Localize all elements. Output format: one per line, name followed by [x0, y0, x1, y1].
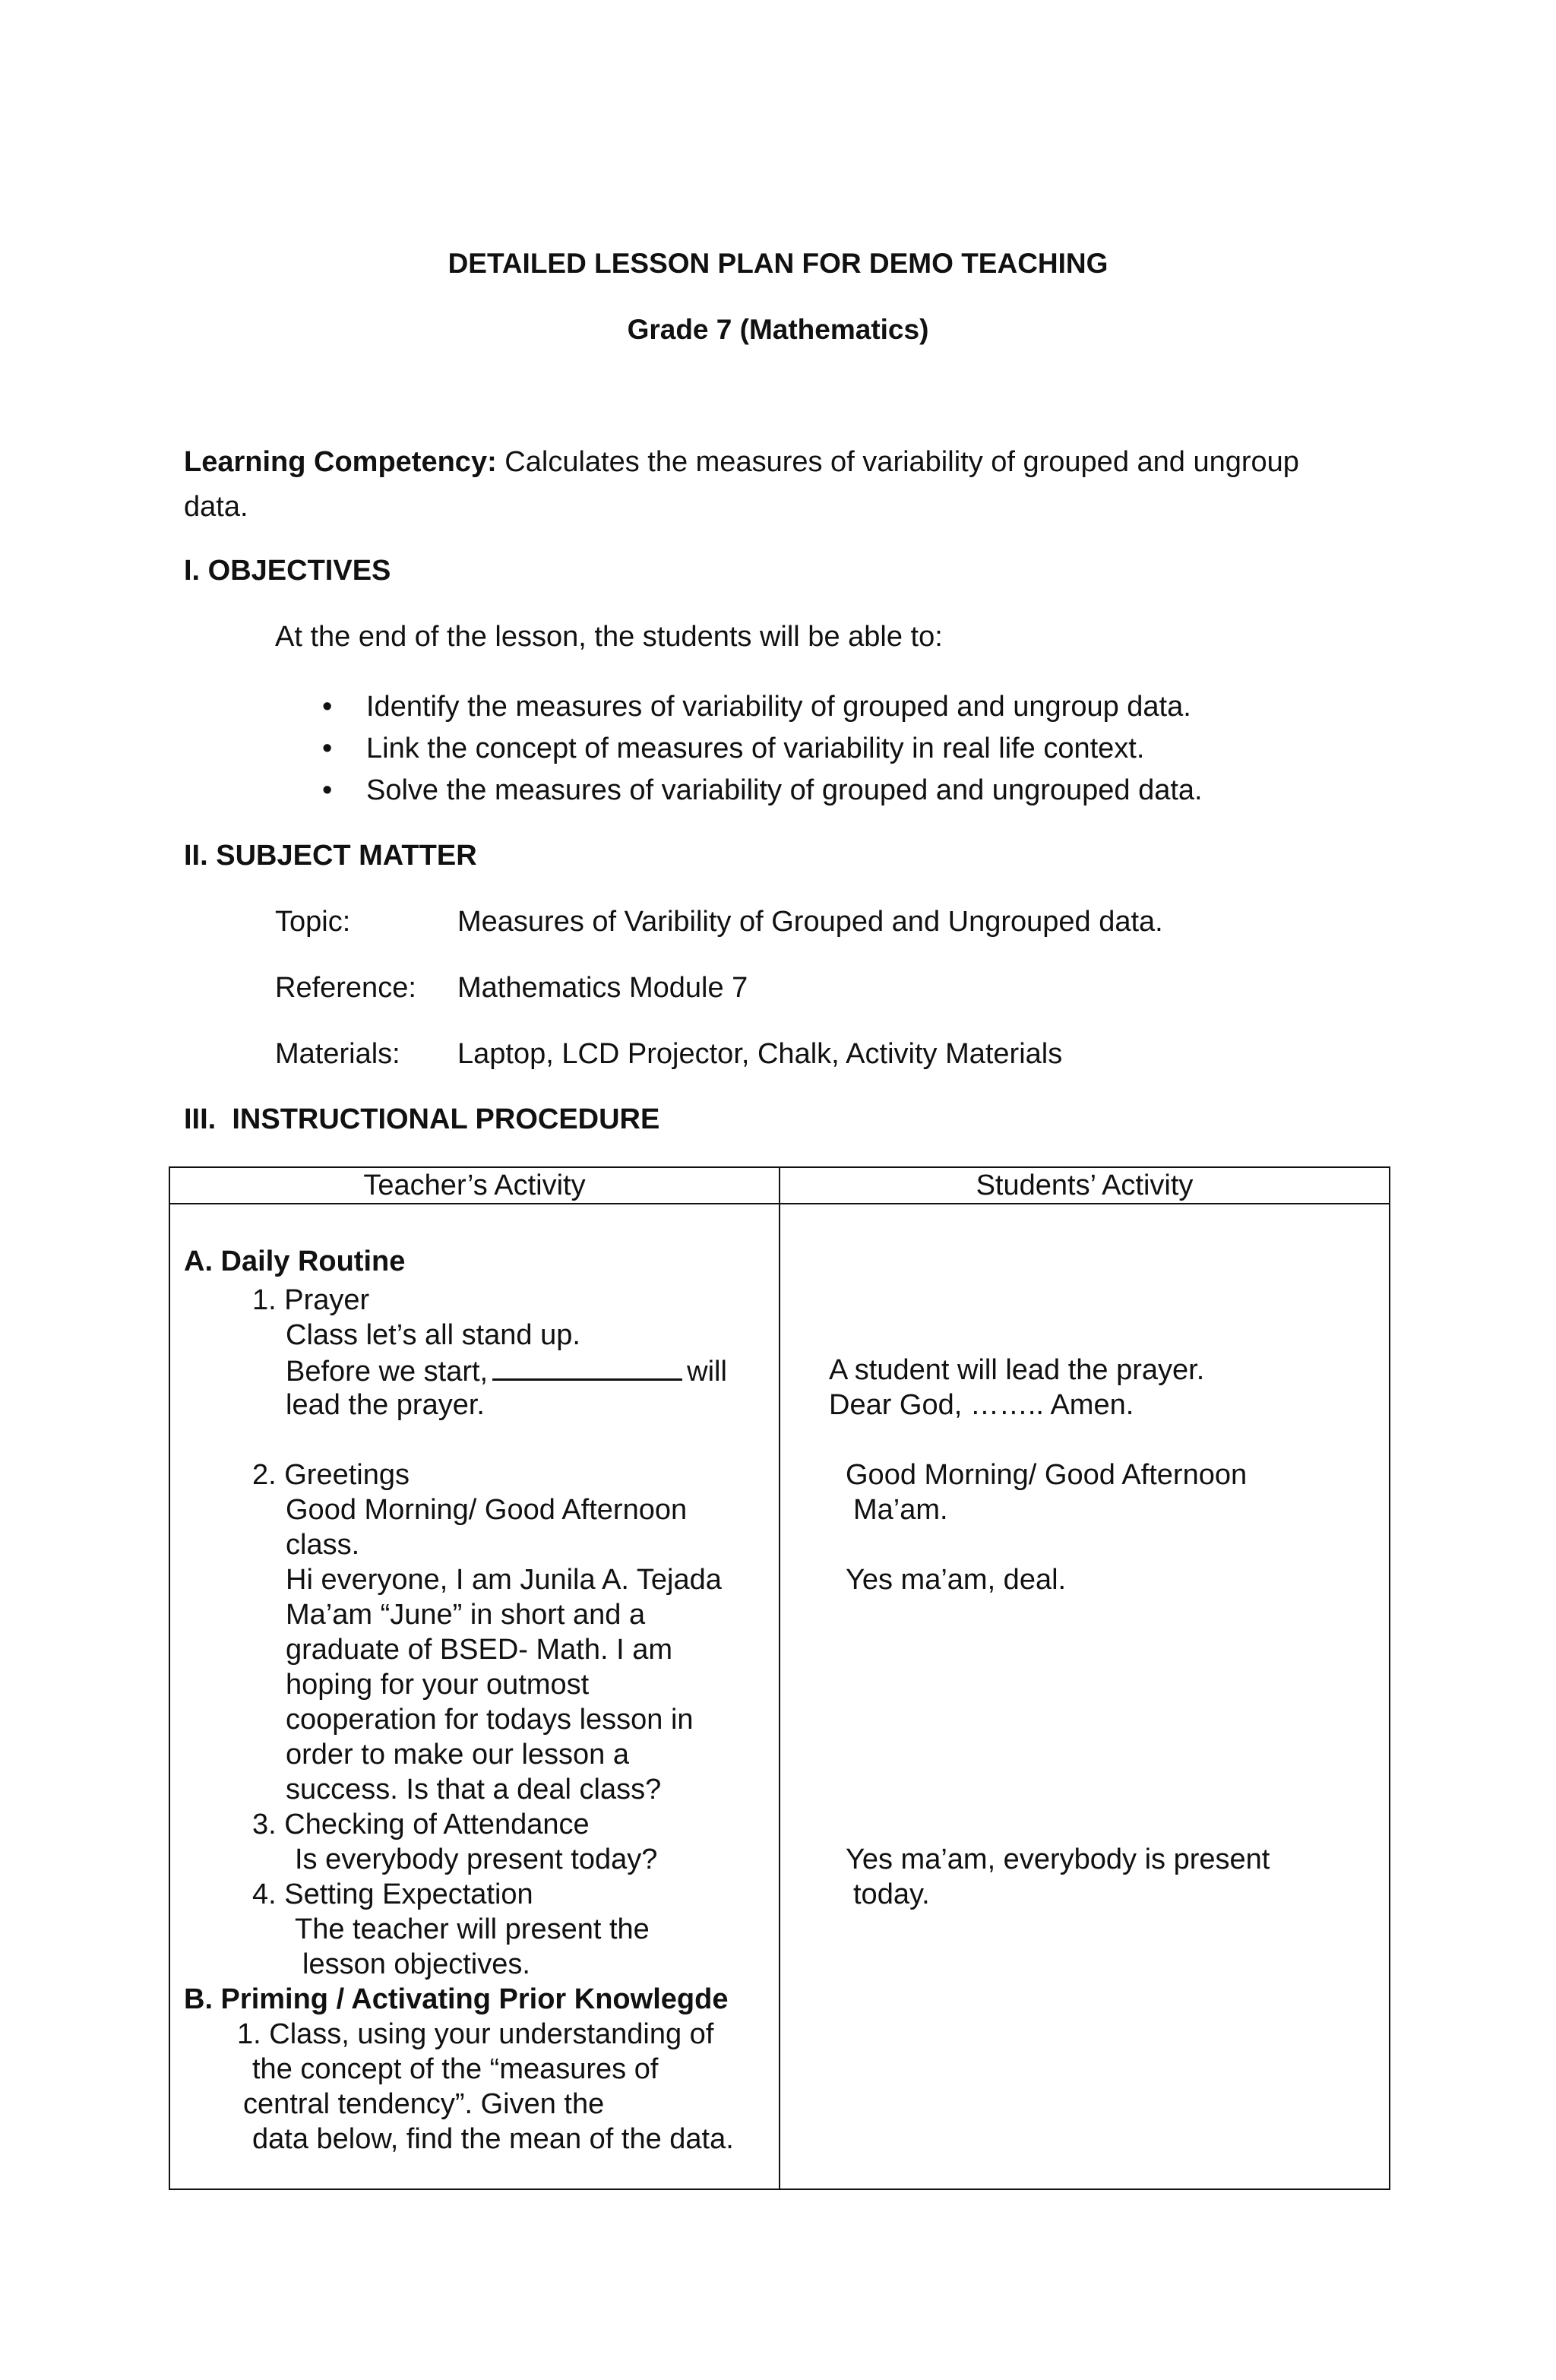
student-line: Yes ma’am, everybody is present — [846, 1844, 1270, 1875]
competency-text: Calculates the measures of variability of grouped and ungroup — [504, 446, 1299, 478]
attendance-item: 3. Checking of Attendance — [252, 1809, 590, 1840]
teacher-line: The teacher will present the — [295, 1913, 650, 1945]
student-line: Good Morning/ Good Afternoon — [846, 1459, 1248, 1491]
student-line: Dear God, …….. Amen. — [829, 1389, 1134, 1421]
teacher-line: graduate of BSED- Math. I am — [286, 1634, 673, 1666]
competency-label: Learning Competency: — [184, 446, 497, 478]
teacher-activity-header: Teacher’s Activity — [169, 1167, 780, 1204]
prayer-item: 1. Prayer — [252, 1284, 370, 1316]
teacher-line: Good Morning/ Good Afternoon — [286, 1494, 688, 1526]
topic-label: Topic: — [275, 906, 351, 938]
document-title: DETAILED LESSON PLAN FOR DEMO TEACHING — [448, 248, 1108, 279]
student-line: A student will lead the prayer. — [829, 1354, 1205, 1386]
objective-item: Identify the measures of variability of grouped and ungroup data. — [366, 691, 1191, 723]
reference-value: Mathematics Module 7 — [457, 972, 748, 1004]
teacher-line: hoping for your outmost — [286, 1669, 590, 1701]
student-line: today. — [853, 1878, 930, 1910]
teacher-line-text: Before we start, — [286, 1356, 489, 1388]
teacher-line: lesson objectives. — [302, 1948, 530, 1980]
document-subtitle: Grade 7 (Mathematics) — [627, 314, 929, 345]
teacher-line: Is everybody present today? — [295, 1844, 658, 1875]
priming-heading: B. Priming / Activating Prior Knowlegde — [184, 1983, 729, 2015]
objectives-heading: I. OBJECTIVES — [184, 555, 391, 587]
expectation-item: 4. Setting Expectation — [252, 1878, 533, 1910]
name-blank-line — [492, 1353, 682, 1381]
materials-value: Laptop, LCD Projector, Chalk, Activity Materials — [457, 1038, 1063, 1070]
materials-label: Materials: — [275, 1038, 400, 1070]
objective-item: Solve the measures of variability of grouped and ungrouped data. — [366, 774, 1203, 806]
teacher-line: class. — [286, 1529, 360, 1561]
competency-text-continued: data. — [184, 491, 248, 523]
teacher-line — [286, 1353, 727, 1389]
teacher-line: order to make our lesson a — [286, 1739, 630, 1771]
bullet-icon: • — [322, 691, 333, 723]
procedure-table — [169, 1166, 1390, 2190]
teacher-line: cooperation for todays lesson in — [286, 1704, 694, 1736]
teacher-line-text: will — [687, 1356, 727, 1388]
student-line: Yes ma’am, deal. — [846, 1564, 1067, 1596]
teacher-line: the concept of the “measures of — [252, 2053, 659, 2085]
teacher-line: Ma’am “June” in short and a — [286, 1599, 646, 1631]
teacher-line: success. Is that a deal class? — [286, 1774, 662, 1806]
priming-item: 1. Class, using your understanding of — [237, 2018, 714, 2050]
greetings-item: 2. Greetings — [252, 1459, 410, 1491]
bullet-icon: • — [322, 733, 333, 764]
objective-item: Link the concept of measures of variability in real life context. — [366, 733, 1145, 764]
subject-matter-heading: II. SUBJECT MATTER — [184, 840, 477, 872]
teacher-line: central tendency”. Given the — [243, 2088, 605, 2120]
students-activity-header: Students’ Activity — [780, 1167, 1390, 1204]
teacher-line: Class let’s all stand up. — [286, 1319, 580, 1351]
students-activity-cell — [780, 1204, 1390, 2189]
procedure-heading: III. INSTRUCTIONAL PROCEDURE — [184, 1103, 660, 1135]
reference-label: Reference: — [275, 972, 416, 1004]
objectives-intro: At the end of the lesson, the students will be able to: — [275, 621, 943, 653]
teacher-line: Hi everyone, I am Junila A. Tejada — [286, 1564, 722, 1596]
teacher-activity-cell — [169, 1204, 780, 2189]
daily-routine-heading: A. Daily Routine — [184, 1245, 406, 1277]
bullet-icon: • — [322, 774, 333, 806]
learning-competency — [184, 445, 1299, 479]
teacher-line: data below, find the mean of the data. — [252, 2123, 734, 2155]
topic-value: Measures of Varibility of Grouped and Ungrouped data. — [457, 906, 1163, 938]
student-line: Ma’am. — [853, 1494, 948, 1526]
teacher-line: lead the prayer. — [286, 1389, 485, 1421]
